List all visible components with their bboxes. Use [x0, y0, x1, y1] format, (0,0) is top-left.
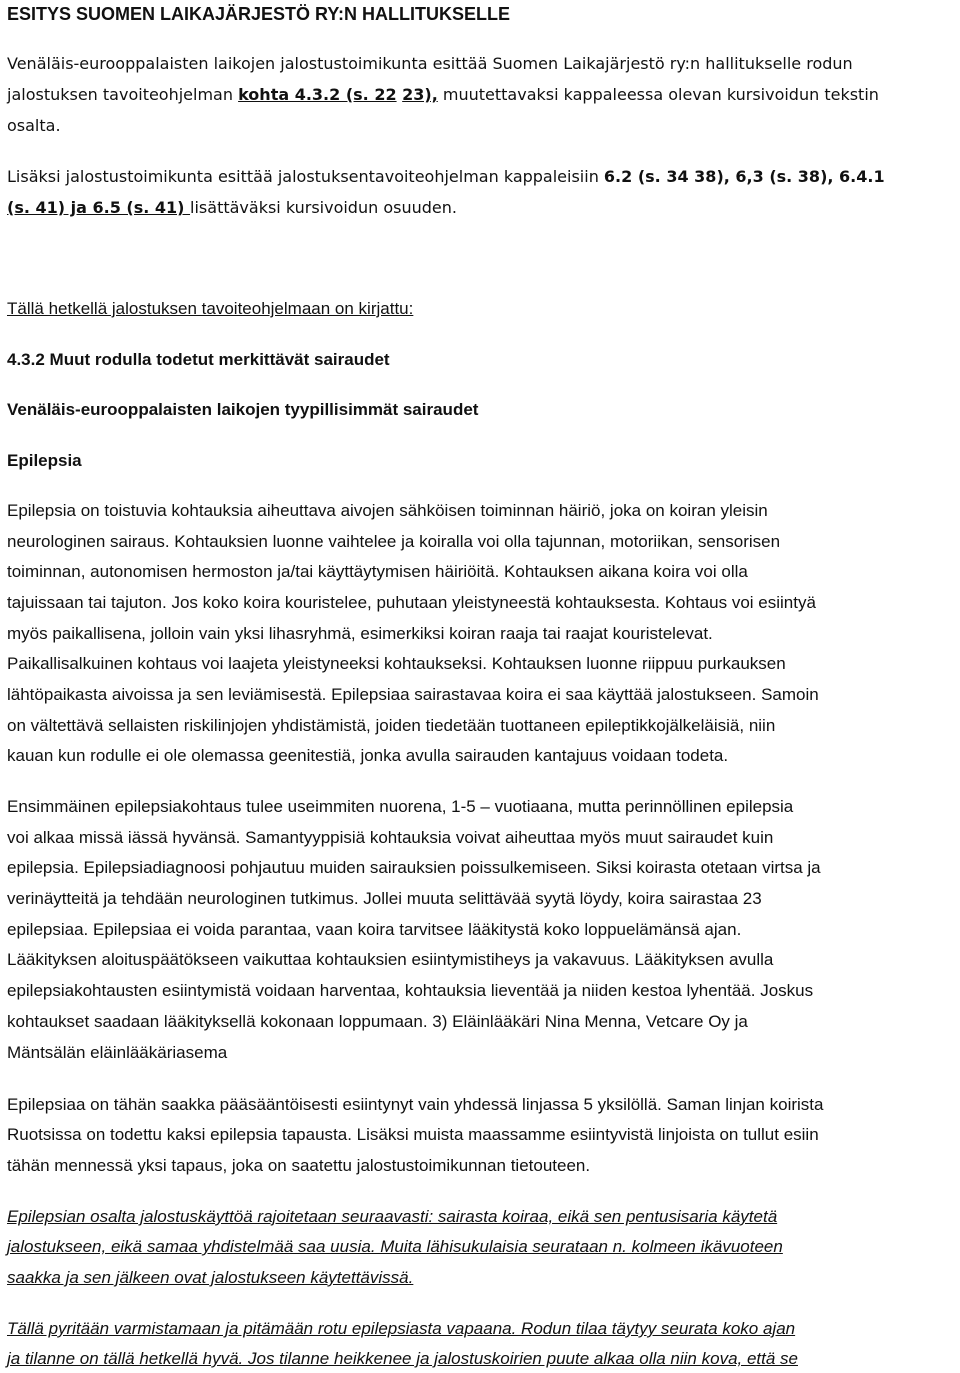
topic-heading: Epilepsia: [7, 451, 82, 470]
para2-line: Ensimmäinen epilepsiakohtaus tulee useimmiten nuorena, 1-5 – vuotiaana, mutta perinnöllinen epilepsia: [7, 797, 794, 816]
para1-line: kauan kun rodulle ei ole olemassa geenitestiä, jonka avulla sairauden kantajuus voidaan todeta.: [7, 746, 729, 765]
para4-line: saakka ja sen jälkeen ovat jalostukseen käytettävissä.: [7, 1268, 414, 1287]
addition-text-end: lisättäväksi kursivoidun osuuden.: [190, 198, 457, 217]
intro-line-1: Venäläis-eurooppalaisten laikojen jalostustoimikunta esittää Suomen Laikajärjestö ry:n hallitukselle rodun: [7, 54, 853, 73]
para2-line: verinäytteitä ja tehdään neurologinen tutkimus. Jollei muuta selittävää syytä löydy, koira sairastaa 23: [7, 889, 762, 908]
para3-line: tähän mennessä yksi tapaus, joka on saatettu jalostustoimikunnan tietouteen.: [7, 1156, 591, 1175]
para5-line: ja tilanne on tällä hetkellä hyvä. Jos tilanne heikkenee ja jalostuskoirien puute alkaa olla niin kova, että se: [7, 1349, 798, 1368]
para1-line: Paikallisalkuinen kohtaus voi laajeta yleistyneeksi kohtaukseksi. Kohtauksen luonne riippuu purkauksen: [7, 654, 786, 673]
intro-section-ref: kohta 4.3.2 (s. 22: [238, 85, 397, 104]
para3-line: Ruotsissa on todettu kaksi epilepsia tapausta. Lisäksi muista maassamme esiintyvistä linjoista on tullut esiin: [7, 1125, 819, 1144]
para1-line: lähtöpaikasta aivoissa ja sen leviämisestä. Epilepsiaa sairastavaa koira ei saa käyttää jalostukseen. Samoin: [7, 685, 819, 704]
intro-text-end: muutettavaksi kappaleessa olevan kursivoidun tekstin: [437, 85, 879, 104]
para1-line: myös paikallisena, jolloin vain yksi lihasryhmä, esimerkiksi koiran raaja tai raajat kouristelevat.: [7, 624, 713, 643]
addition-ref-c: (s. 41) ja 6.5 (s. 41): [7, 198, 191, 217]
para1-line: neurologinen sairaus. Kohtauksien luonne vaihtelee ja koiralla voi olla tajunnan, motoriikan, sensorisen: [7, 532, 781, 551]
para1-line: toiminnan, autonomisen hermoston ja/tai käyttäytymisen häiriöitä. Kohtauksen aikana koira voi olla: [7, 562, 748, 581]
para1-line: on vältettävä sellaisten riskilinjojen yhdistämistä, joiden tiedetään tuottaneen epileptikkojälkeläisiä, niin: [7, 716, 776, 735]
para2-line: epilepsiakohtausten esiintymistä voidaan harventaa, kohtauksia lieventää ja niiden kestoa lyhentää. Joskus: [7, 981, 814, 1000]
intro-text: jalostuksen tavoiteohjelman: [7, 85, 239, 104]
intro-line-2: [7, 84, 879, 106]
para2-line: Mäntsälän eläinlääkäriasema: [7, 1043, 228, 1062]
addition-text: Lisäksi jalostustoimikunta esittää jalostuksentavoiteohjelman kappaleisiin: [7, 167, 604, 186]
para5-line: Tällä pyritään varmistamaan ja pitämään rotu epilepsiasta vapaana. Rodun tilaa täytyy seurata koko ajan: [7, 1319, 796, 1338]
subheading: Venäläis-eurooppalaisten laikojen tyypillisimmät sairaudet: [7, 400, 479, 419]
para1-line: Epilepsia on toistuvia kohtauksia aiheuttava aivojen sähköisen toiminnan häiriö, joka on koiran yleisin: [7, 501, 768, 520]
para2-line: kohtaukset saadaan lääkityksellä kokonaan loppumaan. 3) Eläinlääkäri Nina Menna, Vetcare Oy ja: [7, 1012, 748, 1031]
addition-ref-b: 38), 6,3 (s. 38), 6.4.1: [694, 167, 885, 186]
current-text-label: Tällä hetkellä jalostuksen tavoiteohjelmaan on kirjattu:: [7, 299, 414, 318]
addition-line-1: [7, 166, 885, 188]
para2-line: voi alkaa missä iässä hyvänsä. Samantyyppisiä kohtauksia voivat aiheuttaa myös muut sairaudet kuin: [7, 828, 774, 847]
section-heading: 4.3.2 Muut rodulla todetut merkittävät sairaudet: [7, 350, 390, 369]
para2-line: epilepsia. Epilepsiadiagnoosi pohjautuu muiden sairauksien poissulkemiseen. Siksi koirasta otetaan virtsa ja: [7, 858, 821, 877]
para4-line: Epilepsian osalta jalostuskäyttöä rajoitetaan seuraavasti: sairasta koiraa, eikä sen pentusisaria käytetä: [7, 1207, 778, 1226]
para2-line: Lääkityksen aloituspäätökseen vaikuttaa kohtauksien esiintymistiheys ja vakavuus. Lääkityksen avulla: [7, 950, 774, 969]
intro-page-ref: 23),: [402, 85, 438, 104]
para3-line: Epilepsiaa on tähän saakka pääsääntöisesti esiintynyt vain yhdessä linjassa 5 yksilöllä. Saman linjan koirista: [7, 1095, 824, 1114]
para2-line: epilepsiaa. Epilepsiaa ei voida parantaa, vaan koira tarvitsee lääkitystä koko loppuelämänsä ajan.: [7, 920, 742, 939]
para4-line: jalostukseen, eikä samaa yhdistelmää saa uusia. Muita lähisukulaisia seurataan n. kolmeen ikävuoteen: [7, 1237, 783, 1256]
addition-line-2: [7, 197, 457, 219]
para1-line: tajuissaan tai tajuton. Jos koko koira kouristelee, puhutaan yleistyneestä kohtauksesta. Kohtaus voi esiintyä: [7, 593, 816, 612]
addition-ref-a: 6.2 (s. 34: [603, 167, 689, 186]
intro-line-3: osalta.: [7, 116, 61, 135]
document-heading: ESITYS SUOMEN LAIKAJÄRJESTÖ RY:N HALLITUKSELLE: [7, 4, 511, 24]
